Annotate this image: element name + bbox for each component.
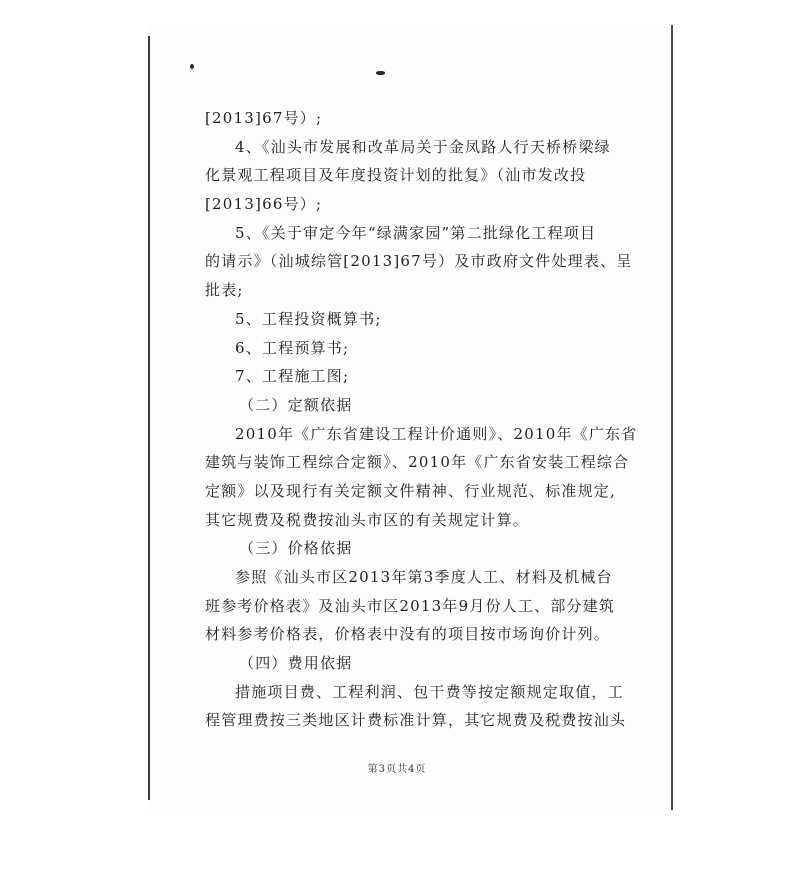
- scan-speck: [376, 71, 385, 75]
- text-line: 班参考价格表》及汕头市区2013年9月份人工、部分建筑: [205, 596, 616, 615]
- text-line: 其它规费及税费按汕头市区的有关规定计算。: [205, 510, 530, 529]
- text-line: 参照《汕头市区2013年第3季度人工、材料及机械台: [235, 568, 613, 586]
- text-line: 建筑与装饰工程综合定额》、2010年《广东省安装工程综合: [205, 453, 630, 472]
- text-line: 2010年《广东省建设工程计价通则》、2010年《广东省: [235, 424, 638, 443]
- section-heading: （四）费用依据: [239, 654, 353, 673]
- document-body: [205, 104, 638, 735]
- text-line: 5、工程投资概算书;: [235, 309, 382, 328]
- text-line: 材料参考价格表，价格表中没有的项目按市场询价计列。: [205, 625, 611, 644]
- text-line: 措施项目费、工程利润、包干费等按定额规定取值，工: [235, 682, 624, 701]
- text-line: [2013]67号）;: [205, 109, 323, 127]
- text-line: 批表;: [205, 281, 244, 300]
- text-line: 程管理费按三类地区计费标准计算，其它规费及税费按汕头: [205, 711, 627, 730]
- text-line: 7、工程施工图;: [235, 367, 350, 386]
- text-line: 4、《汕头市发展和改革局关于金凤路人行天桥桥梁绿: [235, 137, 611, 156]
- text-line: 化景观工程项目及年度投资计划的批复》（汕市发改投: [205, 166, 587, 185]
- text-line: 的请示》（汕城综管[2013]67号）及市政府文件处理表、呈: [205, 252, 633, 271]
- text-line: 定额》以及现行有关定额文件精神、行业规范、标准规定,: [205, 481, 616, 500]
- scan-edge-right: [671, 25, 673, 810]
- section-heading: （三）价格依据: [239, 539, 353, 558]
- scan-speck: [190, 64, 194, 69]
- page-number-footer: 第3页共4页: [367, 764, 427, 775]
- text-line: [2013]66号）;: [205, 195, 323, 214]
- text-line: 6、工程预算书;: [235, 338, 350, 357]
- section-heading: （二）定额依据: [239, 395, 353, 414]
- scan-edge-left: [148, 36, 150, 800]
- text-line: 5、《关于审定今年“绿满家园”第二批绿化工程项目: [235, 223, 597, 242]
